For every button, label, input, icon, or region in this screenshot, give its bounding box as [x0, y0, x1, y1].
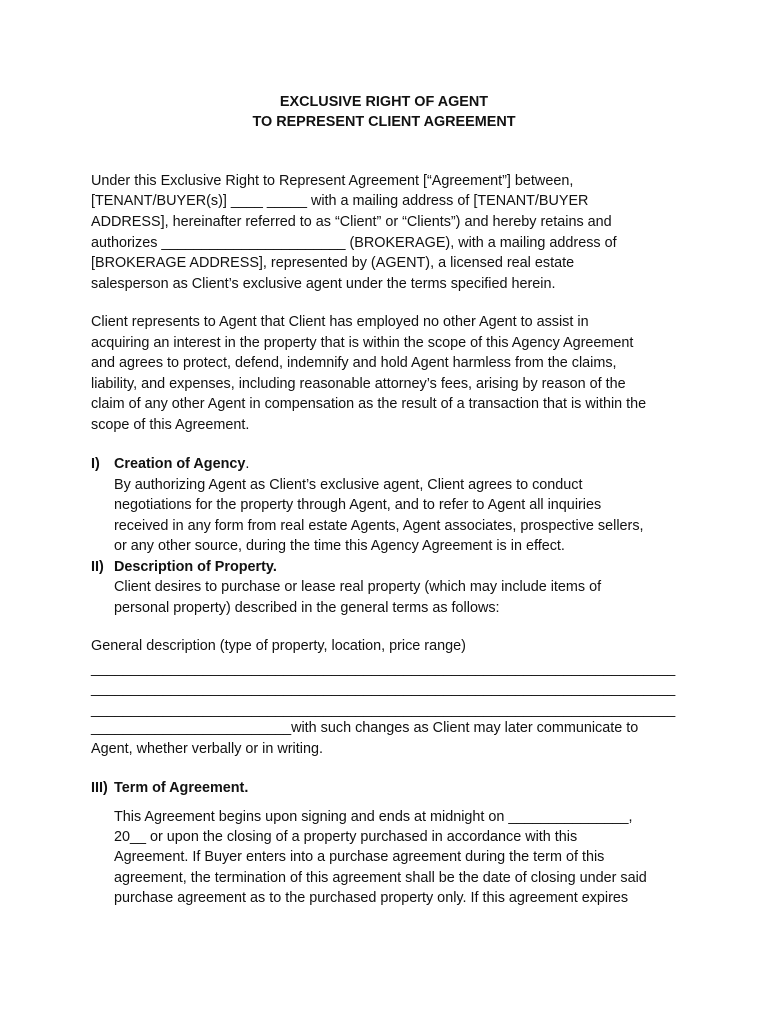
section-3-line: This Agreement begins upon signing and ends at midnight on _______________,: [114, 809, 633, 825]
general-description-blank[interactable]: _________________________________________________________________________: [91, 702, 676, 718]
section-3-heading: Term of Agreement.: [114, 780, 249, 796]
title-line-1: EXCLUSIVE RIGHT OF AGENT: [279, 94, 489, 110]
general-description-blank[interactable]: _________________________________________________________________________: [91, 681, 676, 697]
section-1-line: or any other source, during the time this Agency Agreement is in effect.: [114, 538, 565, 554]
representation-line: scope of this Agreement.: [91, 417, 250, 433]
intro-line: Under this Exclusive Right to Represent Agreement [“Agreement”] between,: [91, 173, 574, 189]
section-1-heading-wrap: [114, 454, 249, 474]
intro-line: ADDRESS], hereinafter referred to as “Client” or “Clients”) and hereby retains and: [91, 214, 612, 230]
section-1-line: received in any form from real estate Agents, Agent associates, prospective sellers,: [114, 518, 644, 534]
representation-line: claim of any other Agent in compensation as the result of a transaction that is within the: [91, 396, 647, 412]
section-3-line: 20__ or upon the closing of a property purchased in accordance with this: [114, 829, 578, 845]
section-2-line: Client desires to purchase or lease real property (which may include items of: [114, 579, 602, 595]
section-2-number: II): [91, 559, 104, 575]
intro-line: [TENANT/BUYER(s)] ____ _____ with a mailing address of [TENANT/BUYER: [91, 193, 589, 209]
section-2-heading: Description of Property.: [114, 559, 277, 575]
section-1-heading: Creation of Agency: [114, 456, 246, 472]
intro-line: [BROKERAGE ADDRESS], represented by (AGENT), a licensed real estate: [91, 255, 575, 271]
representation-line: and agrees to protect, defend, indemnify and hold Agent harmless from the claims,: [91, 355, 617, 371]
section-1-line: By authorizing Agent as Client’s exclusive agent, Client agrees to conduct: [114, 477, 583, 493]
section-1-number: I): [91, 456, 100, 472]
general-description-line: _________________________with such changes as Client may later communicate to: [91, 720, 639, 736]
section-2-line: personal property) described in the general terms as follows:: [114, 600, 500, 616]
section-1-period: .: [245, 456, 250, 472]
general-description-blank[interactable]: _________________________________________________________________________: [91, 661, 676, 677]
representation-line: Client represents to Agent that Client has employed no other Agent to assist in: [91, 314, 589, 330]
section-3-line: Agreement. If Buyer enters into a purchase agreement during the term of this: [114, 849, 605, 865]
section-3-line: agreement, the termination of this agreement shall be the date of closing under said: [114, 870, 647, 886]
general-description-line: Agent, whether verbally or in writing.: [91, 741, 323, 757]
section-3-number: III): [91, 780, 108, 796]
title-line-2: TO REPRESENT CLIENT AGREEMENT: [252, 114, 516, 130]
representation-line: liability, and expenses, including reasonable attorney’s fees, arising by reason of the: [91, 376, 626, 392]
general-description-label: General description (type of property, location, price range): [91, 638, 466, 654]
representation-line: acquiring an interest in the property that is within the scope of this Agency Agreement: [91, 335, 634, 351]
intro-line: salesperson as Client’s exclusive agent under the terms specified herein.: [91, 276, 556, 292]
intro-line: authorizes _______________________ (BROKERAGE), with a mailing address of: [91, 235, 617, 251]
section-3-line: purchase agreement as to the purchased property only. If this agreement expires: [114, 890, 629, 906]
section-1-line: negotiations for the property through Agent, and to refer to Agent all inquiries: [114, 497, 602, 513]
